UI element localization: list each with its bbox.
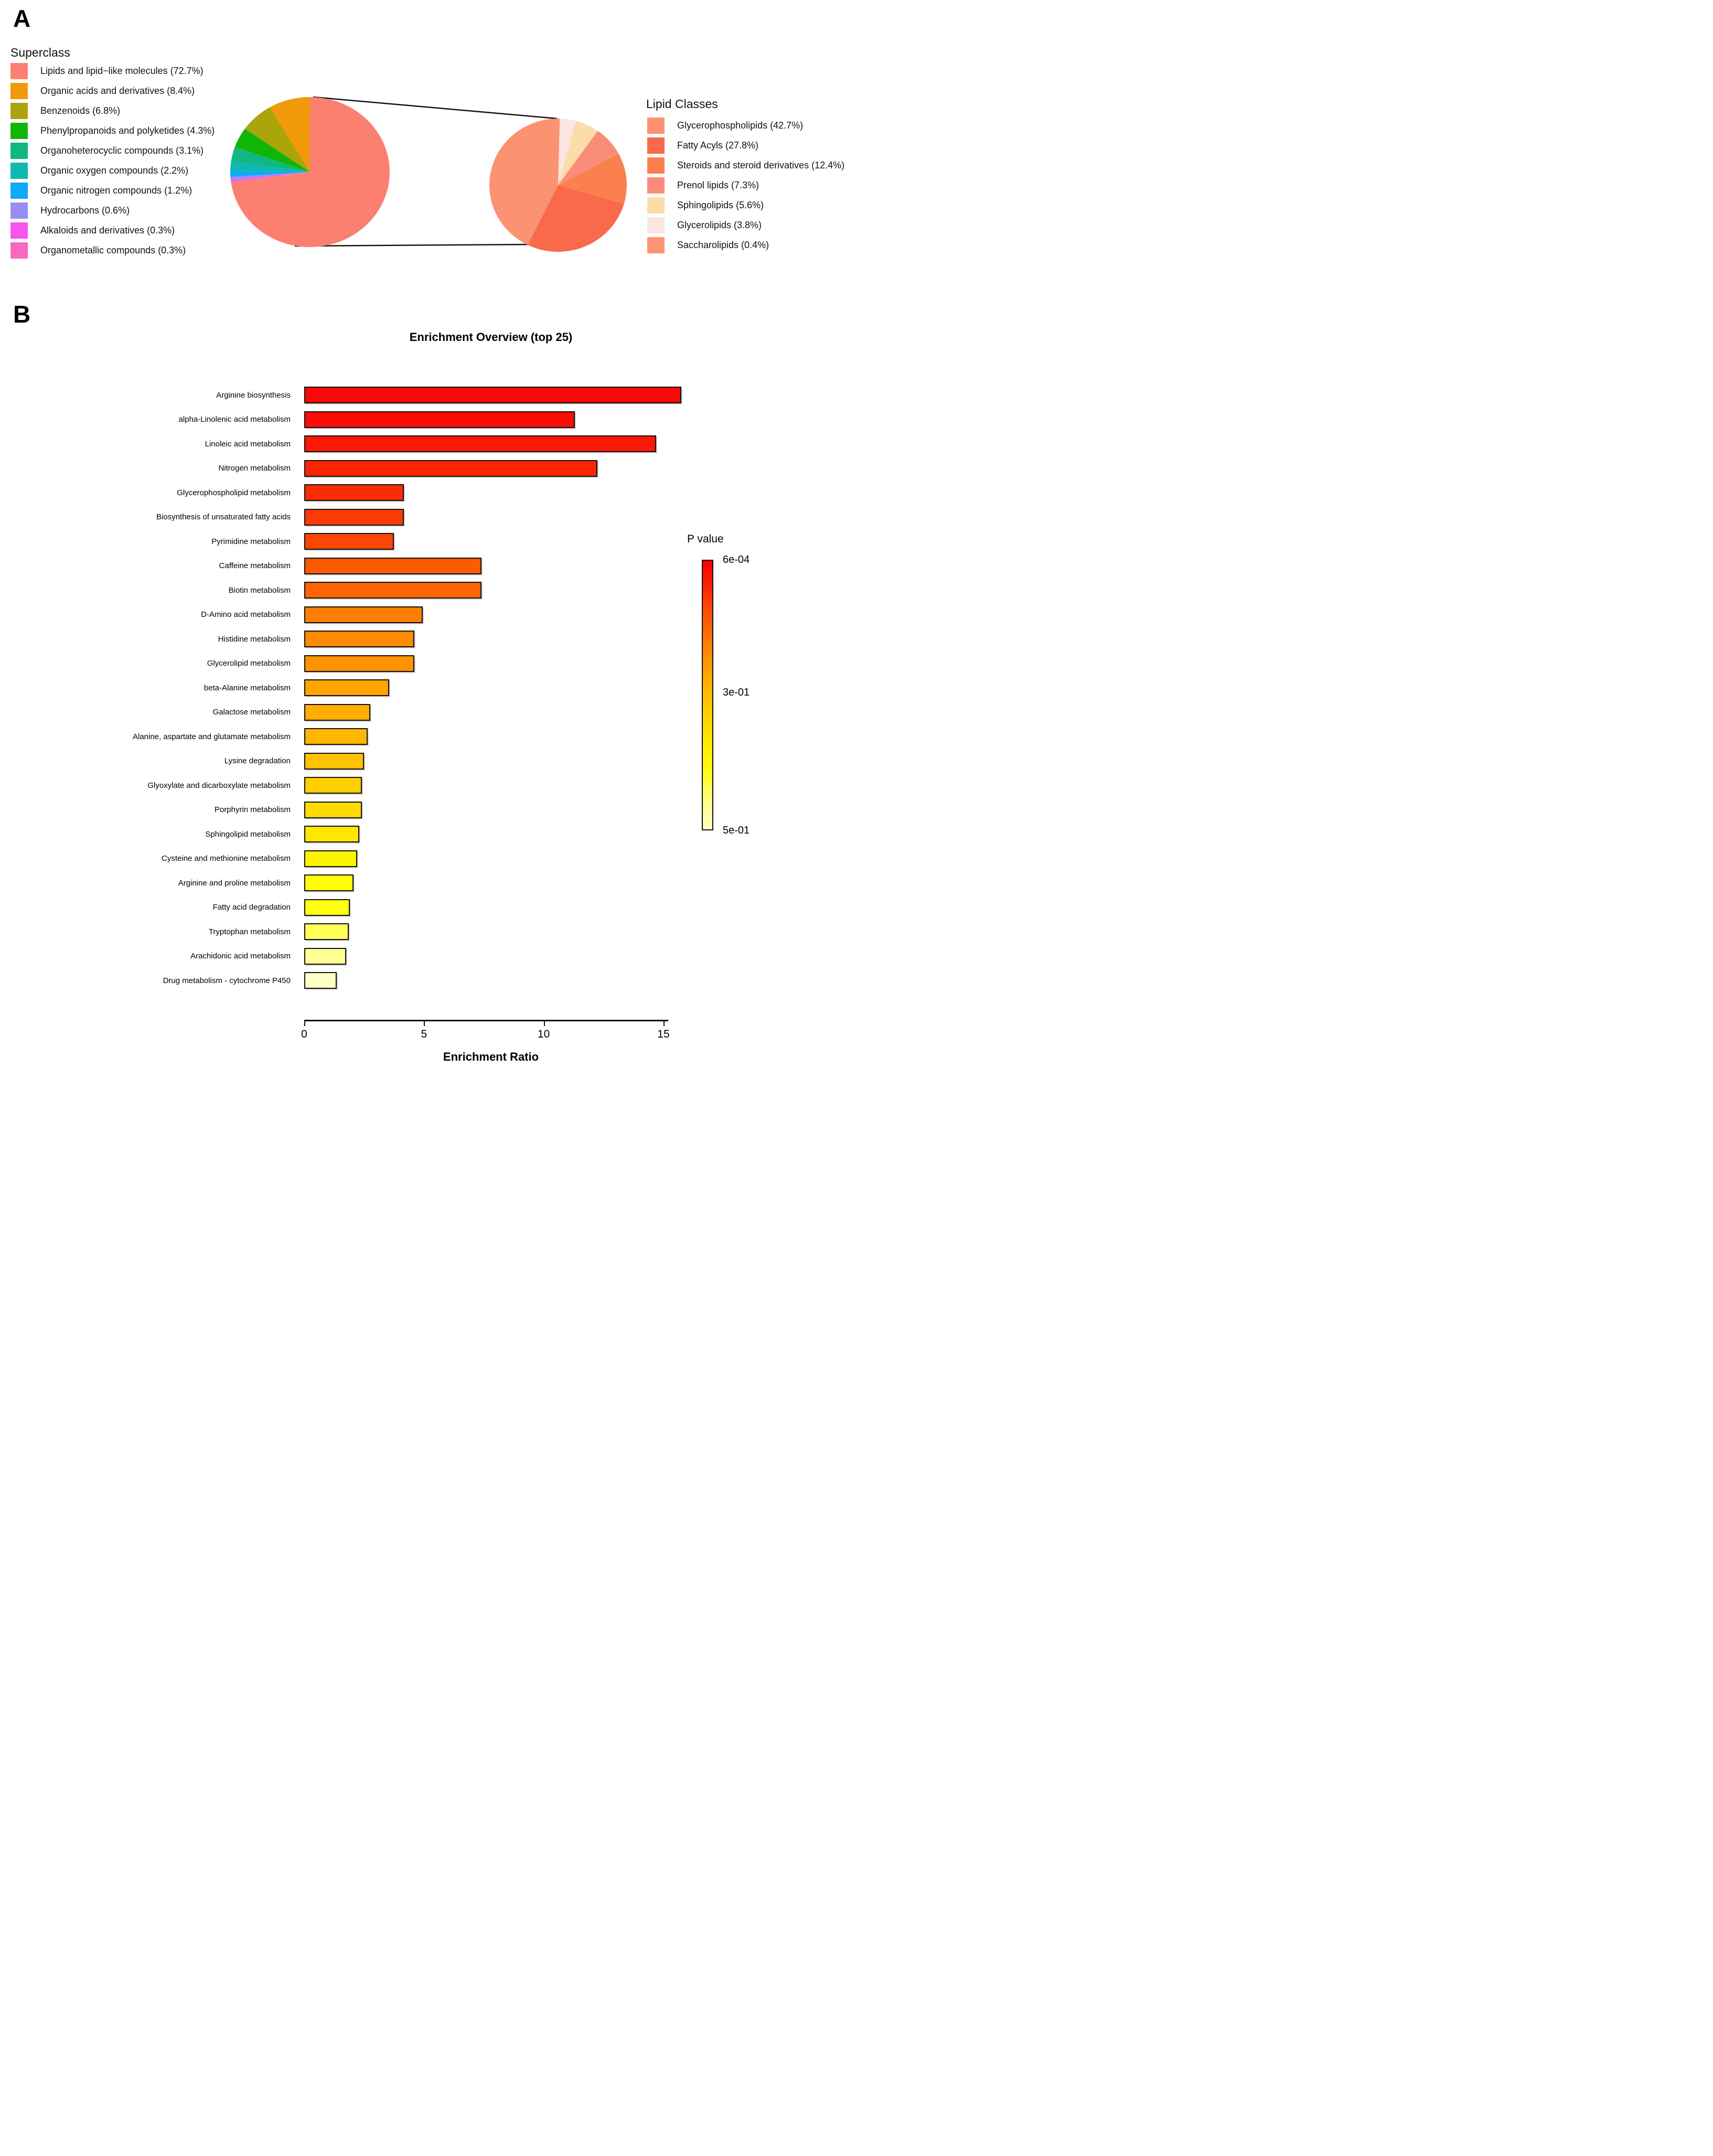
bar-label-pyrimidine-metabolism: Pyrimidine metabolism [211,537,291,546]
pvalue-colorbar [702,560,713,830]
legend-label: Phenylpropanoids and polyketides (4.3%) [40,125,215,136]
legend-swatch-icon [647,157,665,174]
bar-label-d-amino-acid-metabolism: D-Amino acid metabolism [201,610,291,619]
enrichment-bar-glycerolipid-metabolism [304,655,414,672]
bar-label-lysine-degradation: Lysine degradation [224,756,291,765]
enrichment-bar-sphingolipid-metabolism [304,826,359,842]
bar-label-caffeine-metabolism: Caffeine metabolism [219,561,291,570]
bar-label-cysteine-and-methionine-metabolism: Cysteine and methionine metabolism [162,854,291,863]
legend-item-prenol-lipids [647,177,844,194]
legend-label: Organic oxygen compounds (2.2%) [40,165,189,176]
legend-label: Sphingolipids (5.6%) [677,200,764,210]
panel-a-label: A [13,5,31,32]
x-axis-tick [424,1020,425,1026]
x-axis-tick-label: 10 [537,1028,550,1040]
panel-b-label: B [13,301,31,328]
enrichment-bar-glyoxylate-and-dicarboxylate-metabolism [304,777,362,794]
legend-swatch-icon [647,137,665,154]
pie-superclass [230,97,390,247]
bar-label-galactose-metabolism: Galactose metabolism [212,708,291,717]
bar-label-histidine-metabolism: Histidine metabolism [218,634,291,644]
enrichment-bar-linoleic-acid-metabolism [304,435,656,452]
pie-lipid_classes [489,119,627,252]
enrichment-bar-drug-metabolism-cytochrome-p450 [304,972,337,989]
legend-item-glycerolipids [647,217,844,233]
enrichment-bar-beta-alanine-metabolism [304,679,389,696]
x-axis-title: Enrichment Ratio [443,1050,539,1063]
enrichment-bar-galactose-metabolism [304,704,370,721]
legend-swatch-icon [647,237,665,253]
legend-item-fatty-acyls [647,137,844,154]
figure-canvas [0,0,856,1078]
colorbar-label-6e-04: 6e-04 [723,554,750,565]
x-axis-tick-label: 0 [301,1028,307,1040]
legend-label: Fatty Acyls (27.8%) [677,140,759,151]
bar-label-glycerophospholipid-metabolism: Glycerophospholipid metabolism [177,488,291,497]
legend-label: Organic acids and derivatives (8.4%) [40,86,195,96]
legend-label: Lipids and lipid−like molecules (72.7%) [40,66,204,76]
bar-label-tryptophan-metabolism: Tryptophan metabolism [208,927,291,936]
legend-label: Glycerolipids (3.8%) [677,220,762,230]
enrichment-bar-alpha-linolenic-acid-metabolism [304,411,575,428]
enrichment-bar-biosynthesis-of-unsaturated-fatty-acids [304,509,404,526]
bar-label-glyoxylate-and-dicarboxylate-metabolism: Glyoxylate and dicarboxylate metabolism [147,781,291,790]
bar-label-drug-metabolism-cytochrome-p450: Drug metabolism - cytochrome P450 [163,976,291,985]
x-axis-tick-label: 15 [657,1028,670,1040]
bar-label-beta-alanine-metabolism: beta-Alanine metabolism [204,683,291,692]
enrichment-bar-biotin-metabolism [304,582,481,599]
x-axis-line [304,1020,668,1021]
enrichment-bar-tryptophan-metabolism [304,923,349,940]
legend-item-sphingolipids [647,197,844,214]
legend-label: Alkaloids and derivatives (0.3%) [40,225,175,236]
legend-label: Organometallic compounds (0.3%) [40,245,186,255]
legend-item-steroids-and-steroid-derivatives [647,157,844,174]
lipid-classes-legend [647,118,844,257]
bar-label-linoleic-acid-metabolism: Linoleic acid metabolism [205,439,291,449]
bar-label-biosynthesis-of-unsaturated-fatty-acids: Biosynthesis of unsaturated fatty acids [156,513,291,521]
legend-label: Saccharolipids (0.4%) [677,240,769,250]
enrichment-bar-d-amino-acid-metabolism [304,606,423,623]
enrichment-bar-alanine-aspartate-and-glutamate-metabolism [304,728,368,745]
enrichment-bar-arginine-biosynthesis [304,387,681,403]
enrichment-bar-caffeine-metabolism [304,558,481,574]
x-axis-tick [544,1020,545,1026]
legend-item-glycerophospholipids [647,118,844,134]
bar-label-alanine-aspartate-and-glutamate-metabolism: Alanine, aspartate and glutamate metabolism [132,732,291,741]
bar-label-glycerolipid-metabolism: Glycerolipid metabolism [207,659,291,668]
legend-swatch-icon [647,177,665,194]
bar-label-fatty-acid-degradation: Fatty acid degradation [212,903,291,912]
enrichment-bar-glycerophospholipid-metabolism [304,484,404,501]
enrichment-bar-arachidonic-acid-metabolism [304,948,346,965]
legend-label: Glycerophospholipids (42.7%) [677,120,804,131]
colorbar-label-5e-01: 5e-01 [723,825,750,836]
legend-label: Prenol lipids (7.3%) [677,180,759,190]
legend-swatch-icon [647,197,665,214]
legend-label: Steroids and steroid derivatives (12.4%) [677,160,845,170]
pvalue-colorbar-title: P value [687,533,724,545]
legend-label: Hydrocarbons (0.6%) [40,205,130,216]
legend-swatch-icon [647,118,665,134]
enrichment-bar-pyrimidine-metabolism [304,533,394,550]
bar-label-arachidonic-acid-metabolism: Arachidonic acid metabolism [190,952,291,960]
enrichment-bar-cysteine-and-methionine-metabolism [304,850,357,867]
bar-label-porphyrin-metabolism: Porphyrin metabolism [214,805,291,814]
lipid-classes-legend-title: Lipid Classes [646,97,718,111]
legend-label: Benzenoids (6.8%) [40,105,121,116]
bar-label-sphingolipid-metabolism: Sphingolipid metabolism [205,829,291,839]
enrichment-bar-histidine-metabolism [304,631,414,647]
enrichment-bar-fatty-acid-degradation [304,899,350,916]
bar-label-arginine-and-proline-metabolism: Arginine and proline metabolism [178,878,291,888]
bar-label-biotin-metabolism: Biotin metabolism [228,585,291,595]
bar-label-alpha-linolenic-acid-metabolism: alpha-Linolenic acid metabolism [178,415,291,424]
enrichment-bar-nitrogen-metabolism [304,460,597,477]
enrichment-bar-lysine-degradation [304,753,364,770]
bar-label-nitrogen-metabolism: Nitrogen metabolism [218,464,291,473]
enrichment-bar-arginine-and-proline-metabolism [304,874,354,891]
superclass-legend-title: Superclass [10,46,70,59]
colorbar-label-3e-01: 3e-01 [723,686,750,698]
x-axis-tick-label: 5 [421,1028,427,1040]
legend-label: Organic nitrogen compounds (1.2%) [40,185,192,196]
x-axis-tick [304,1020,305,1026]
x-axis-tick [663,1020,665,1026]
legend-swatch-icon [647,217,665,233]
legend-item-saccharolipids [647,237,844,253]
enrichment-chart-title: Enrichment Overview (top 25) [409,330,573,344]
bar-label-arginine-biosynthesis: Arginine biosynthesis [216,390,291,400]
legend-label: Organoheterocyclic compounds (3.1%) [40,145,204,156]
enrichment-bar-porphyrin-metabolism [304,802,362,818]
